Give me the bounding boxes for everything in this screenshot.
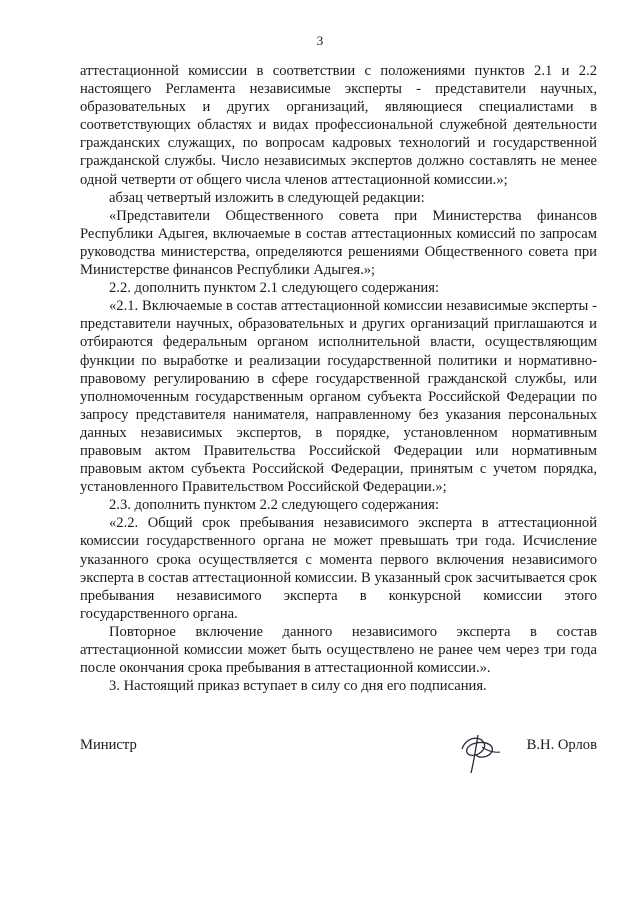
handwritten-signature-icon — [454, 727, 504, 777]
signatory-name: В.Н. Орлов — [526, 737, 597, 753]
signature-block — [80, 737, 597, 777]
paragraph-item-2-2: 2.2. дополнить пунктом 2.1 следующего содержания: — [109, 280, 440, 297]
paragraph-quote-2-2: «2.2. Общий срок пребывания независимого эксперта в аттестационной комиссии государственного органа не может превышать три года. Исчисление указанного срока осуществляется с момента первого включения независимого эксперта в состав аттестационной комиссии. В указанный срок засчитывается срок пребывания независимого эксперта в конкурсной комиссии этого государственного органа. — [80, 515, 597, 622]
document-body — [80, 62, 597, 695]
paragraph-quote-public-council: «Представители Общественного совета при Министерства финансов Республики Адыгея, включаемые в состав аттестационных комиссий по запросам руководства министерства, определяются решениями Общественного совета при Министерстве финансов Республики Адыгея.»; — [80, 207, 597, 279]
signatory-position: Министр — [80, 737, 137, 753]
paragraph-quote-2-1: «2.1. Включаемые в состав аттестационной комиссии независимые эксперты - представители научных, образовательных и других организаций приглашаются и отбираются федеральным органом исполнительной власти, осуществляющим функции по выработке и реализации государственной политики и нормативно-правовому регулированию в сфере государственной гражданской службы, или уполномоченным государственным органом субъекта Российской Федерации по запросу представителя нанимателя, направленному без указания персональных данных независимых экспертов, в порядке, установленном нормативным правовым актом Правительства Российской Федерации или нормативным правовым актом субъекта Российской Федерации, принятым с учетом порядка, установленного Правительством Российской Федерации.»; — [80, 298, 597, 496]
paragraph-instruction-abzac: абзац четвертый изложить в следующей редакции: — [109, 189, 425, 206]
paragraph-repeat-inclusion: Повторное включение данного независимого эксперта в состав аттестационной комиссии может быть осуществлено не ранее чем через три года после окончания срока пребывания в аттестационной комиссии.». — [80, 623, 597, 677]
paragraph-item-3: 3. Настоящий приказ вступает в силу со дня его подписания. — [109, 678, 487, 695]
paragraph-item-2-3: 2.3. дополнить пунктом 2.2 следующего содержания: — [109, 497, 440, 514]
paragraph-continuation: аттестационной комиссии в соответствии с положениями пунктов 2.1 и 2.2 настоящего Регламента независимые эксперты - представители научных, образовательных и других организаций, являющиеся специалистами в соответствующих областях и видах профессиональной служебной деятельности гражданских служащих, по вопросам кадровых технологий и государственной гражданской службы. Число независимых экспертов должно составлять не менее одной четверти от общего числа членов аттестационной комиссии.»; — [80, 63, 597, 188]
page-number: 3 — [316, 33, 324, 48]
